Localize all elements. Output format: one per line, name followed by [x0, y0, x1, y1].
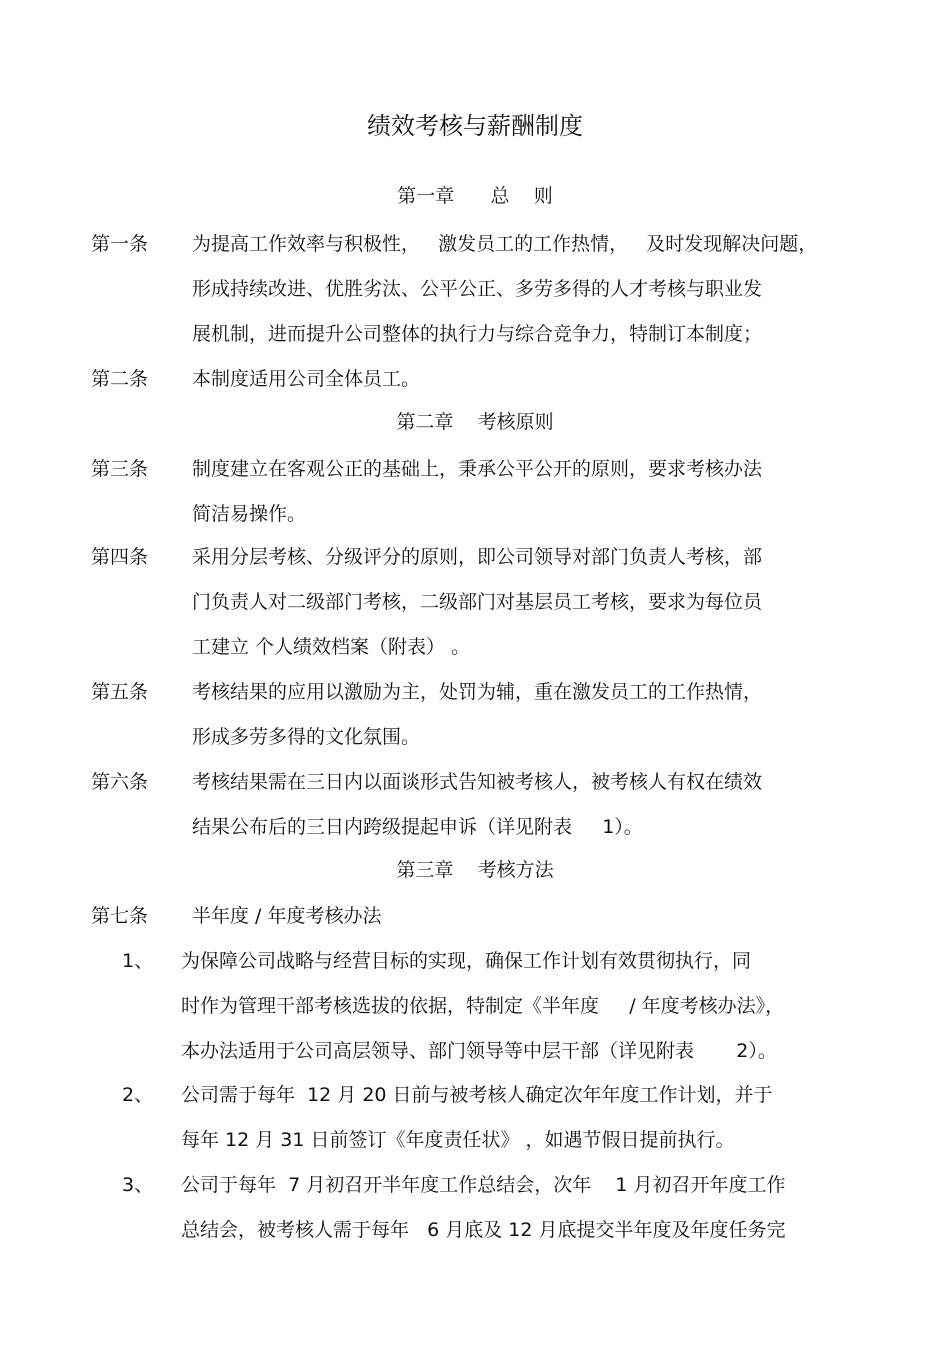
item-2-line-1: 公司需于每年 12 月 20 日前与被考核人确定次年年度工作计划，并于 [181, 1084, 773, 1106]
article-1-line-2: 形成持续改进、优胜劣汰、公平公正、多劳多得的人才考核与职业发 [192, 278, 763, 300]
article-7-label: 第七条 [91, 905, 149, 927]
article-6-line-1: 考核结果需在三日内以面谈形式告知被考核人，被考核人有权在绩效 [192, 771, 763, 793]
article-1-line-1: 为提高工作效率与积极性， 激发员工的工作热情， 及时发现解决问题， [192, 233, 818, 255]
article-4-line-2: 门负责人对二级部门考核，二级部门对基层员工考核，要求为每位员 [192, 591, 763, 613]
article-4-label: 第四条 [91, 546, 149, 568]
article-5-label: 第五条 [91, 681, 149, 703]
chapter-2-heading: 第二章 考核原则 [396, 411, 554, 433]
chapter-3-heading: 第三章 考核方法 [396, 859, 554, 881]
article-3-label: 第三条 [91, 458, 149, 480]
article-3-line-2: 简洁易操作。 [192, 503, 307, 525]
article-4-line-1: 采用分层考核、分级评分的原则，即公司领导对部门负责人考核，部 [192, 546, 763, 568]
item-2-number: 2、 [122, 1084, 154, 1106]
item-3-number: 3、 [122, 1174, 154, 1196]
article-7-line-1: 半年度 / 年度考核办法 [192, 905, 382, 927]
document-title: 绩效考核与薪酬制度 [367, 112, 583, 140]
chapter-1-heading: 第一章 总 则 [397, 185, 553, 207]
item-1-line-2: 时作为管理干部考核选拔的依据，特制定《半年度 / 年度考核办法》， [181, 995, 785, 1017]
article-2-line-1: 本制度适用公司全体员工。 [192, 368, 421, 390]
item-2-line-2: 每年 12 月 31 日前签订《年度责任状》 ，如遇节假日提前执行。 [181, 1129, 735, 1151]
article-2-label: 第二条 [91, 368, 149, 390]
item-1-line-1: 为保障公司战略与经营目标的实现，确保工作计划有效贯彻执行，同 [181, 950, 752, 972]
article-4-line-3: 工建立 个人绩效档案（附表） 。 [192, 636, 471, 658]
article-1-label: 第一条 [91, 233, 149, 255]
item-1-line-3: 本办法适用于公司高层领导、部门领导等中层干部（详见附表 2）。 [181, 1040, 777, 1062]
item-1-number: 1、 [122, 950, 154, 972]
item-3-line-2: 总结会，被考核人需于每年 6 月底及 12 月底提交半年度及年度任务完 [181, 1219, 786, 1241]
article-5-line-2: 形成多劳多得的文化氛围。 [192, 726, 421, 748]
article-6-line-2: 结果公布后的三日内跨级提起申诉（详见附表 1）。 [192, 816, 643, 838]
article-6-label: 第六条 [91, 771, 149, 793]
article-3-line-1: 制度建立在客观公正的基础上，秉承公平公开的原则，要求考核办法 [192, 458, 763, 480]
article-5-line-1: 考核结果的应用以激励为主，处罚为辅，重在激发员工的工作热情， [192, 681, 763, 703]
item-3-line-1: 公司于每年 7 月初召开半年度工作总结会，次年 1 月初召开年度工作 [181, 1174, 786, 1196]
article-1-line-3: 展机制，进而提升公司整体的执行力与综合竞争力，特制订本制度； [192, 323, 763, 345]
